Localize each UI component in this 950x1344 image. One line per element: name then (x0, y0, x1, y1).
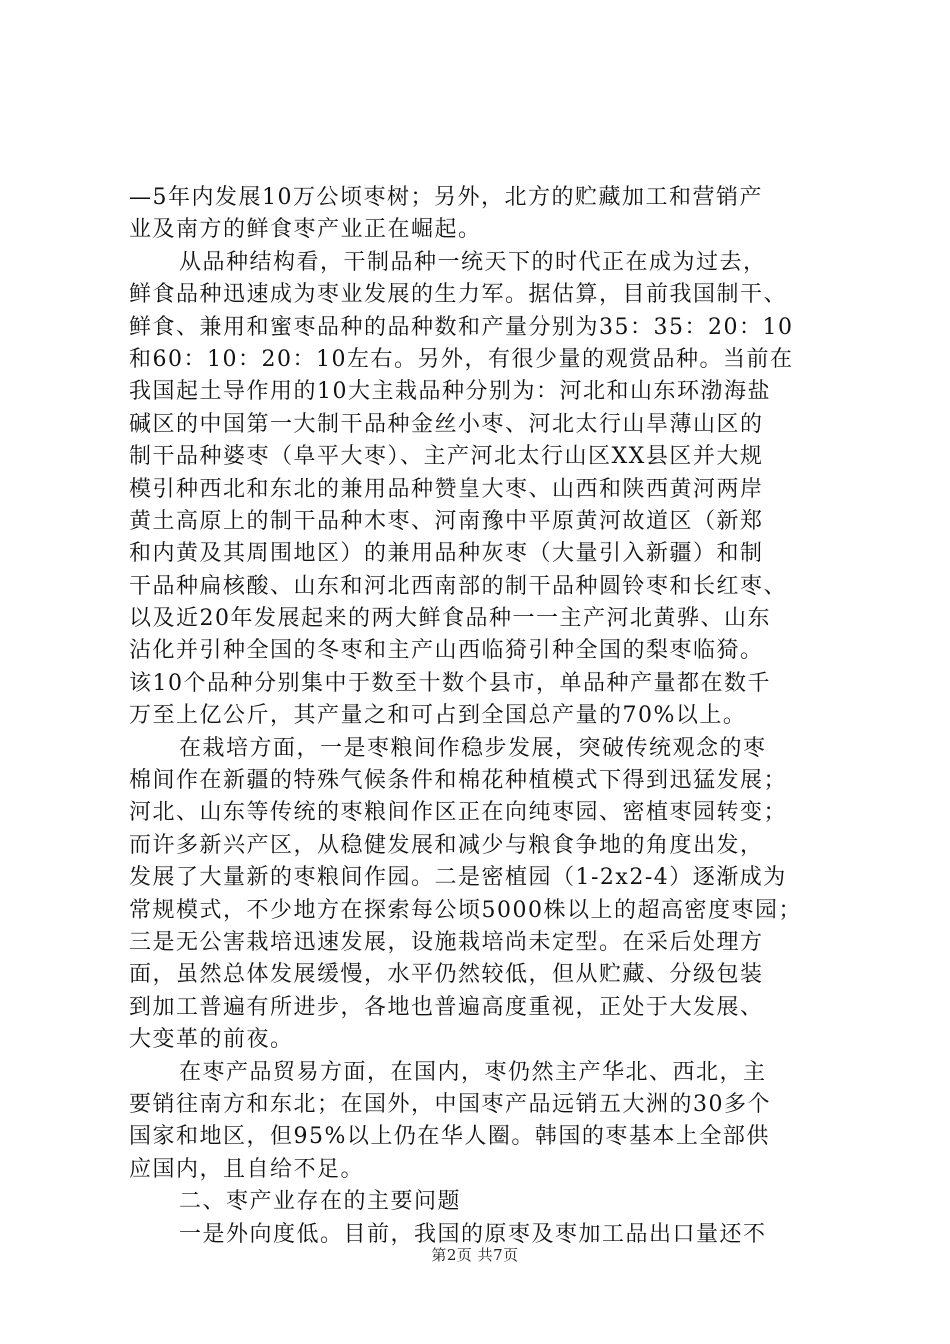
text-line: 三是无公害栽培迅速发展，设施栽培尚未定型。在采后处理方 (129, 929, 764, 955)
text-line: 面，虽然总体发展缓慢，水平仍然较低，但从贮藏、分级包装 (129, 962, 764, 988)
text-line: 到加工普遍有所进步，各地也普遍高度重视，正处于大发展、 (129, 994, 764, 1020)
text-line: 河北、山东等传统的枣粮间作区正在向纯枣园、密植枣园转变； (129, 800, 788, 826)
text-line: 而许多新兴产区，从稳健发展和减少与粮食争地的角度出发， (129, 832, 764, 858)
text-line: 鲜食品种迅速成为枣业发展的生力军。据估算，目前我国制干、 (129, 282, 788, 308)
text-line: 制干品种婆枣（阜平大枣）、主产河北太行山区XX县区并大规 (129, 444, 764, 470)
text-line: 应国内，且自给不足。 (129, 1156, 365, 1182)
paragraph-start-line: 在栽培方面，一是枣粮间作稳步发展，突破传统观念的枣 (179, 735, 767, 761)
text-line: 以及近20年发展起来的两大鲜食品种一一主产河北黄骅、山东 (129, 606, 771, 632)
section-heading: 二、枣产业存在的主要问题 (179, 1189, 462, 1215)
text-line: 和60：10：20：10左右。另外，有很少量的观赏品种。当前在 (129, 346, 794, 372)
text-line: 常规模式，不少地方在探索每公顷5000株以上的超高密度枣园； (129, 897, 802, 923)
text-line: 该10个品种分别集中于数至十数个县市，单品种产量都在数千 (129, 670, 771, 696)
text-line: 业及南方的鲜食枣产业正在崛起。 (129, 217, 482, 243)
paragraph-start-line: 在枣产品贸易方面，在国内，枣仍然主产华北、西北，主 (179, 1059, 767, 1085)
text-line: 国家和地区，但95%以上仍在华人圈。韩国的枣基本上全部供 (129, 1124, 770, 1150)
document-body (129, 182, 827, 1251)
text-line: 发展了大量新的枣粮间作园。二是密植园（1-2x2-4）逐渐成为 (129, 865, 787, 891)
text-line: 万至上亿公斤，其产量之和可占到全国总产量的70%以上。 (129, 703, 747, 729)
text-line: —5年内发展10万公顷枣树；另外，北方的贮藏加工和营销产 (129, 185, 763, 210)
text-line: 模引种西北和东北的兼用品种赞皇大枣、山西和陕西黄河两岸 (129, 476, 764, 502)
text-line: 我国起土导作用的10大主栽品种分别为：河北和山东环渤海盐 (129, 379, 771, 405)
paragraph-start-line: 一是外向度低。目前，我国的原枣及枣加工品出口量还不 (179, 1221, 767, 1247)
page-number-footer: 第2页 共7页 (431, 1246, 519, 1264)
text-line: 和内黄及其周围地区）的兼用品种灰枣（大量引入新疆）和制 (129, 541, 764, 567)
text-line: 要销往南方和东北；在国外，中国枣产品远销五大洲的30多个 (129, 1091, 771, 1117)
paragraph-start-line: 从品种结构看，干制品种一统天下的时代正在成为过去， (179, 249, 767, 275)
text-line: 黄土高原上的制干品种木枣、河南豫中平原黄河故道区（新郑 (129, 508, 764, 534)
text-line: 鲜食、兼用和蜜枣品种的品种数和产量分别为35：35：20：10 (129, 314, 794, 340)
text-line: 沾化并引种全国的冬枣和主产山西临猗引种全国的梨枣临猗。 (129, 638, 764, 664)
text-line: 棉间作在新疆的特殊气候条件和棉花种植模式下得到迅猛发展； (129, 768, 788, 794)
text-line: 碱区的中国第一大制干品种金丝小枣、河北太行山旱薄山区的 (129, 411, 764, 437)
text-line: 干品种扁核酸、山东和河北西南部的制干品种圆铃枣和长红枣、 (129, 573, 788, 599)
text-line: 大变革的前夜。 (129, 1027, 294, 1053)
